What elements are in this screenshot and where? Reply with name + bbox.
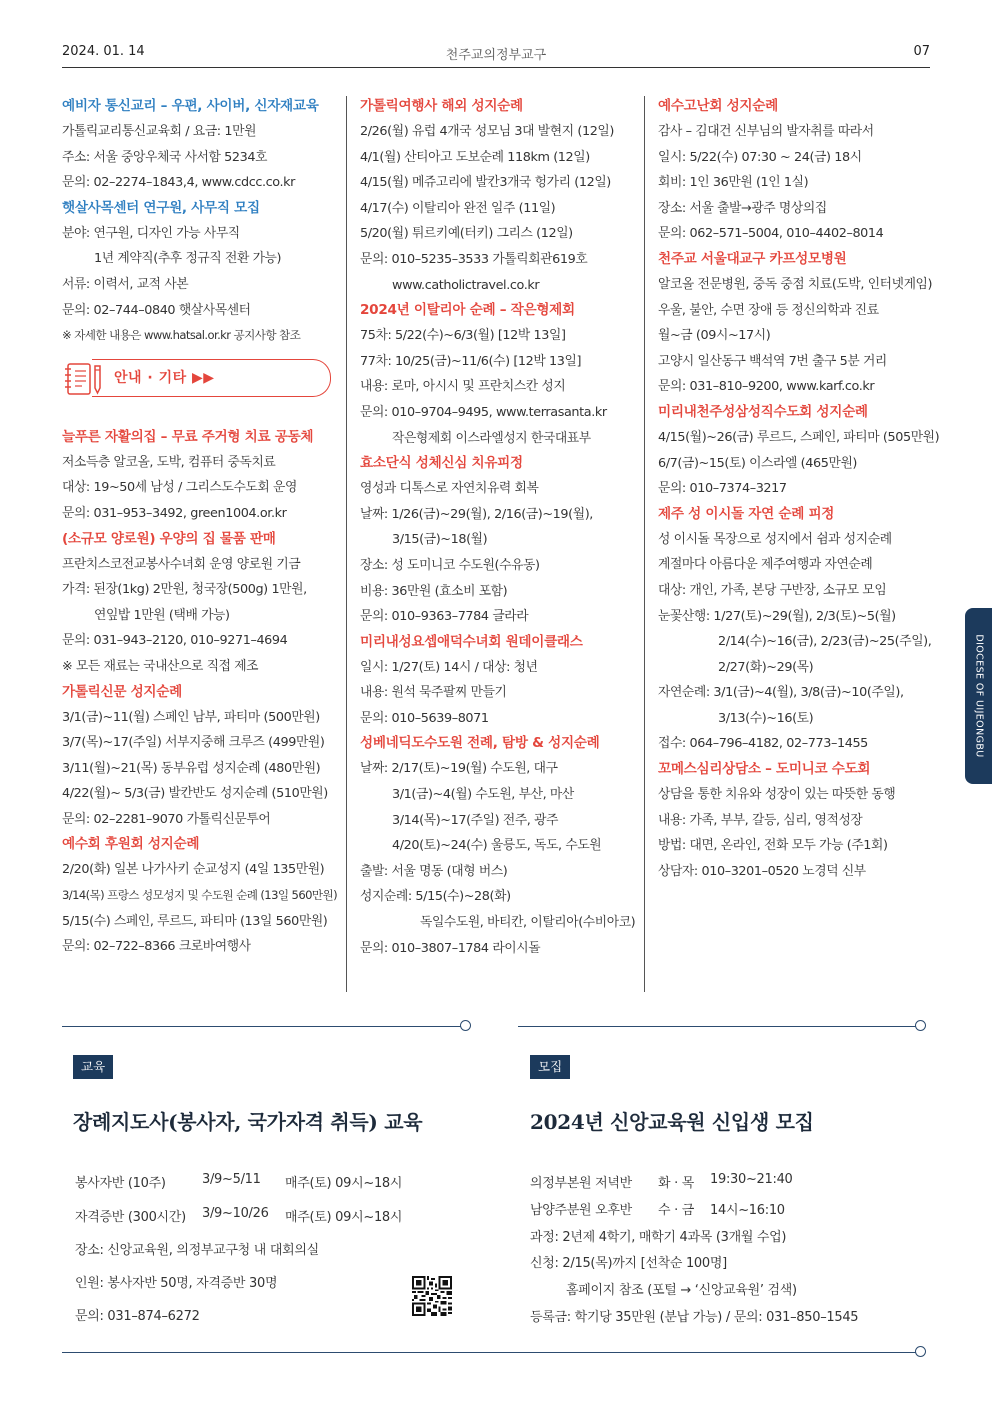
notice-line: ※ 모든 재료는 국내산으로 직접 제조 bbox=[62, 658, 259, 674]
notice-line: 4/15(월) 메쥬고리에 발칸3개국 헝가리 (12일) bbox=[360, 175, 611, 191]
notice-line: 문의: 010–9704–9495, www.terrasanta.kr bbox=[360, 404, 607, 420]
publication-title: 천주교의정부교구 bbox=[445, 48, 547, 63]
notice-line: 날짜: 2/17(토)~19(월) 수도원, 대구 bbox=[360, 761, 558, 777]
notice-line: 독일수도원, 바티칸, 이탈리아(수비아코) bbox=[420, 915, 636, 931]
notice-line: 장소: 서울 출발→광주 명상의집 bbox=[658, 200, 827, 216]
notice-title: 미리내성요셉애덕수녀회 원데이클래스 bbox=[360, 633, 583, 650]
edu-contact: 문의: 031–874–6272 bbox=[75, 1309, 200, 1324]
notice-line: 대상: 개인, 가족, 본당 구반장, 소규모 모임 bbox=[658, 582, 887, 598]
rule-end-dot bbox=[915, 1346, 926, 1357]
notice-line: 감사 – 김대건 신부님의 발자취를 따라서 bbox=[658, 124, 874, 139]
side-tab bbox=[965, 608, 992, 784]
notice-line: 문의: 062–571–5004, 010–4402–8014 bbox=[658, 226, 884, 242]
notice-line: 분야: 연구원, 디자인 가능 사무직 bbox=[62, 225, 240, 241]
notice-line: 문의: 010–9363–7784 글라라 bbox=[360, 609, 529, 625]
notice-title: 2024년 이탈리아 순례 – 작은형제회 bbox=[360, 302, 575, 319]
recruit-course: 과정: 2년제 4학기, 매학기 4과목 (3개월 수업) bbox=[530, 1230, 787, 1245]
notice-line: 성 이시돌 목장으로 성지에서 쉼과 성지순례 bbox=[658, 531, 892, 547]
notice-line: 4/20(토)~24(수) 울릉도, 독도, 수도원 bbox=[392, 838, 602, 854]
notice-line: 주소: 서울 중앙우체국 사서함 5234호 bbox=[62, 149, 268, 165]
notice-title: 가톨릭여행사 해외 성지순례 bbox=[360, 98, 523, 114]
column-divider bbox=[346, 96, 347, 992]
side-tab-label: DIOCESE OF UIJEONGBU bbox=[973, 634, 984, 758]
notice-line: 문의: 031–810–9200, www.karf.co.kr bbox=[658, 379, 875, 395]
notice-line: 3/1(금)~11(월) 스페인 남부, 파티마 (500만원) bbox=[62, 709, 320, 725]
notice-title: (소규모 양로원) 우양의 집 물품 판매 bbox=[62, 530, 276, 547]
notice-line: 6/7(금)~15(토) 이스라엘 (465만원) bbox=[658, 455, 858, 471]
notice-line: 영성과 디톡스로 자연치유력 회복 bbox=[360, 481, 539, 497]
notice-line: 77차: 10/25(금)~11/6(수) [12박 13일] bbox=[360, 353, 582, 369]
recruit-row2-name: 남양주분원 오후반 bbox=[530, 1203, 632, 1218]
bottom-rule bbox=[62, 1352, 917, 1353]
notice-line: 문의: 02–2281–9070 가톨릭신문투어 bbox=[62, 811, 271, 827]
notice-title: 예수회 후원회 성지순례 bbox=[62, 836, 200, 853]
section-rule-right bbox=[518, 1026, 918, 1027]
column-divider bbox=[644, 96, 645, 992]
notice-line: 내용: 로마, 아시시 및 프란치스칸 성지 bbox=[360, 379, 566, 395]
notice-line: ※ 자세한 내용은 www.hatsal.or.kr 공지사항 참조 bbox=[62, 328, 301, 343]
notice-line: 일시: 5/22(수) 07:30 ~ 24(금) 18시 bbox=[658, 149, 862, 165]
section-rule-left bbox=[62, 1026, 465, 1027]
notice-line: 문의: 010–5639–8071 bbox=[360, 710, 489, 726]
recruit-fee: 등록금: 학기당 35만원 (분납 가능) / 문의: 031–850–1545 bbox=[530, 1310, 859, 1325]
notice-line: 눈꽃산행: 1/27(토)~29(월), 2/3(토)~5(월) bbox=[658, 608, 896, 624]
notice-title: 예수고난회 성지순례 bbox=[658, 98, 778, 114]
notice-line: 저소득층 알코올, 도박, 컴퓨터 중독치료 bbox=[62, 454, 276, 470]
edu-row2-period: 3/9~10/26 bbox=[202, 1206, 269, 1221]
notice-title: 제주 성 이시돌 자연 순례 피정 bbox=[658, 505, 835, 522]
notice-line: 방법: 대면, 온라인, 전화 모두 가능 (주1회) bbox=[658, 838, 888, 854]
education-title: 장례지도사(봉사자, 국가자격 취득) 교육 bbox=[73, 1110, 423, 1134]
notice-line: 1년 계약직(추후 정규직 전환 가능) bbox=[94, 251, 282, 267]
notice-line: 고양시 일산동구 백석역 7번 출구 5분 거리 bbox=[658, 353, 887, 369]
notice-line: www.catholictravel.co.kr bbox=[392, 277, 540, 293]
notice-line: 3/14(목)~17(주일) 전주, 광주 bbox=[392, 812, 559, 828]
notice-line: 3/14(목) 프랑스 성모성지 및 수도원 순례 (13일 560만원) bbox=[62, 888, 338, 903]
notice-line: 내용: 가족, 부부, 갈등, 심리, 영적성장 bbox=[658, 812, 863, 828]
notice-line: 5/20(월) 튀르키예(터키) 그리스 (12일) bbox=[360, 226, 573, 242]
education-tag: 교육 bbox=[73, 1055, 113, 1079]
page-header bbox=[62, 44, 930, 66]
edu-row2-time: 매주(토) 09시~18시 bbox=[285, 1210, 403, 1225]
column-3 bbox=[658, 94, 940, 884]
notice-line: 상담자: 010–3201–0520 노경덕 신부 bbox=[658, 863, 866, 879]
banner-label: 안내 · 기타 ▶▶ bbox=[114, 369, 215, 386]
notice-line: 자연순례: 3/1(금)~4(월), 3/8(금)~10(주일), bbox=[658, 685, 904, 701]
notice-line: 문의: 02–744–0840 햇살사목센터 bbox=[62, 302, 251, 318]
notice-line: 3/11(월)~21(목) 동부유럽 성지순례 (480만원) bbox=[62, 760, 321, 776]
notice-line: 가톨릭교리통신교육회 / 요금: 1만원 bbox=[62, 124, 257, 139]
notice-line: 접수: 064–796–4182, 02–773–1455 bbox=[658, 736, 868, 752]
notice-line: 3/7(목)~17(주일) 서부지중해 크루즈 (499만원) bbox=[62, 735, 325, 751]
column-3-notices bbox=[658, 94, 940, 884]
notice-line: 3/1(금)~4(월) 수도원, 부산, 마산 bbox=[392, 787, 574, 803]
notice-line: 상담을 통한 치유와 성장이 있는 따뜻한 동행 bbox=[658, 787, 896, 803]
notice-line: 우울, 불안, 수면 장애 등 정신의학과 진료 bbox=[658, 302, 879, 318]
edu-row2-name: 자격증반 (300시간) bbox=[75, 1210, 186, 1225]
notice-line: 4/17(수) 이탈리아 완전 일주 (11일) bbox=[360, 200, 556, 216]
notice-line: 75차: 5/22(수)~6/3(월) [12박 13일] bbox=[360, 328, 566, 344]
recruit-apply: 신청: 2/15(목)까지 [선착순 100명] bbox=[530, 1256, 727, 1271]
rule-end-dot bbox=[460, 1020, 471, 1031]
column-1-top-notices bbox=[62, 94, 337, 349]
notice-line: 대상: 19~50세 남성 / 그리스도수도회 운영 bbox=[62, 480, 297, 496]
notice-line: 출발: 서울 명동 (대형 버스) bbox=[360, 863, 508, 879]
notice-line: 3/15(금)~18(월) bbox=[392, 532, 488, 548]
notepad-pen-icon bbox=[62, 360, 110, 398]
notice-line: 문의: 031–943–2120, 010–9271–4694 bbox=[62, 633, 288, 649]
notice-line: 월~금 (09시~17시) bbox=[658, 328, 771, 344]
notice-title: 효소단식 성체신심 치유피정 bbox=[360, 455, 523, 472]
notice-line: 서류: 이력서, 교적 사본 bbox=[62, 276, 189, 292]
notice-title: 미리내천주성삼성직수도회 성지순례 bbox=[658, 403, 868, 420]
header-rule bbox=[62, 67, 930, 68]
notice-title: 천주교 서울대교구 카프성모병원 bbox=[658, 250, 847, 267]
recruit-homepage: 홈페이지 참조 (포털 → ‘신앙교육원’ 검색) bbox=[566, 1283, 797, 1298]
notice-title: 늘푸른 자활의집 – 무료 주거형 치료 공동체 bbox=[62, 428, 314, 445]
notice-line: 날짜: 1/26(금)~29(월), 2/16(금)~19(월), bbox=[360, 506, 593, 522]
edu-place: 장소: 신앙교육원, 의정부교구청 내 대회의실 bbox=[75, 1243, 319, 1258]
notice-title: 예비자 통신교리 – 우편, 사이버, 신자재교육 bbox=[62, 98, 319, 114]
notice-line: 문의: 02–722–8366 크로바여행사 bbox=[62, 939, 251, 955]
notice-line: 문의: 010–5235–3533 가톨릭회관619호 bbox=[360, 251, 588, 267]
notice-line: 장소: 성 도미니코 수도원(수유동) bbox=[360, 557, 540, 573]
notice-line: 2/20(화) 일본 나가사키 순교성지 (4일 135만원) bbox=[62, 862, 325, 878]
notice-title: 꼬메스심리상담소 – 도미니코 수도회 bbox=[658, 761, 871, 778]
notice-line: 일시: 1/27(토) 14시 / 대상: 청년 bbox=[360, 659, 538, 675]
recruit-title: 2024년 신앙교육원 신입생 모집 bbox=[530, 1110, 814, 1134]
edu-row1-time: 매주(토) 09시~18시 bbox=[285, 1176, 403, 1191]
notice-line: 4/22(월)~ 5/3(금) 발칸반도 성지순례 (510만원) bbox=[62, 786, 328, 802]
rule-end-dot bbox=[915, 1020, 926, 1031]
column-1 bbox=[62, 94, 337, 960]
page-number: 07 bbox=[913, 44, 930, 59]
issue-date: 2024. 01. 14 bbox=[62, 44, 145, 59]
recruit-row2-days: 수 · 금 bbox=[658, 1203, 695, 1218]
notice-line: 성지순례: 5/15(수)~28(화) bbox=[360, 889, 511, 905]
recruit-row1-days: 화 · 목 bbox=[658, 1176, 695, 1191]
notice-line: 프란치스코전교봉사수녀회 운영 양로원 기금 bbox=[62, 556, 301, 572]
notice-line: 계절마다 아름다운 제주여행과 자연순례 bbox=[658, 557, 873, 573]
column-1-bottom-notices bbox=[62, 425, 337, 960]
notice-line: 2/14(수)~16(금), 2/23(금)~25(주일), bbox=[718, 634, 932, 650]
notice-line: 2/26(월) 유럽 4개국 성모님 3대 발현지 (12일) bbox=[360, 124, 614, 139]
recruit-row2-time: 14시~16:10 bbox=[710, 1203, 785, 1218]
notice-line: 작은형제회 이스라엘성지 한국대표부 bbox=[392, 430, 591, 446]
notice-line: 문의: 010–7374–3217 bbox=[658, 481, 787, 497]
notice-line: 4/1(월) 산티아고 도보순례 118km (12일) bbox=[360, 149, 590, 165]
notice-line: 문의: 02–2274–1843,4, www.cdcc.co.kr bbox=[62, 175, 296, 191]
recruit-row1-time: 19:30~21:40 bbox=[710, 1172, 793, 1187]
recruit-tag: 모집 bbox=[530, 1055, 570, 1079]
column-2-notices bbox=[360, 94, 635, 961]
edu-row1-name: 봉사자반 (10주) bbox=[75, 1176, 166, 1191]
notice-line: 가격: 된장(1kg) 2만원, 청국장(500g) 1만원, bbox=[62, 582, 307, 598]
notice-line: 회비: 1인 36만원 (1인 1실) bbox=[658, 175, 809, 191]
notice-title: 성베네딕도수도원 전례, 탐방 & 성지순례 bbox=[360, 735, 600, 752]
notice-line: 5/15(수) 스페인, 루르드, 파티마 (13일 560만원) bbox=[62, 913, 328, 929]
notice-title: 가톨릭신문 성지순례 bbox=[62, 683, 182, 700]
info-banner bbox=[62, 359, 337, 399]
notice-line: 연잎밥 1만원 (택배 가능) bbox=[94, 607, 230, 623]
notice-line: 내용: 원석 묵주팔찌 만들기 bbox=[360, 685, 507, 701]
notice-line: 4/15(월)~26(금) 루르드, 스페인, 파티마 (505만원) bbox=[658, 429, 940, 445]
notice-line: 2/27(화)~29(목) bbox=[718, 659, 814, 675]
notice-line: 문의: 031–953–3492, green1004.or.kr bbox=[62, 505, 287, 521]
notice-line: 알코올 전문병원, 중독 중점 치료(도박, 인터넷게임) bbox=[658, 276, 933, 292]
edu-row1-period: 3/9~5/11 bbox=[202, 1172, 261, 1187]
recruit-row1-name: 의정부본원 저녁반 bbox=[530, 1176, 632, 1191]
qr-code-icon[interactable] bbox=[412, 1276, 452, 1316]
notice-title: 햇살사목센터 연구원, 사무직 모집 bbox=[62, 199, 260, 216]
notice-line: 3/13(수)~16(토) bbox=[718, 710, 814, 726]
edu-people: 인원: 봉사자반 50명, 자격증반 30명 bbox=[75, 1276, 278, 1291]
notice-line: 문의: 010–3807–1784 라이시돌 bbox=[360, 940, 541, 956]
column-2 bbox=[360, 94, 635, 961]
notice-line: 비용: 36만원 (효소비 포함) bbox=[360, 583, 508, 599]
